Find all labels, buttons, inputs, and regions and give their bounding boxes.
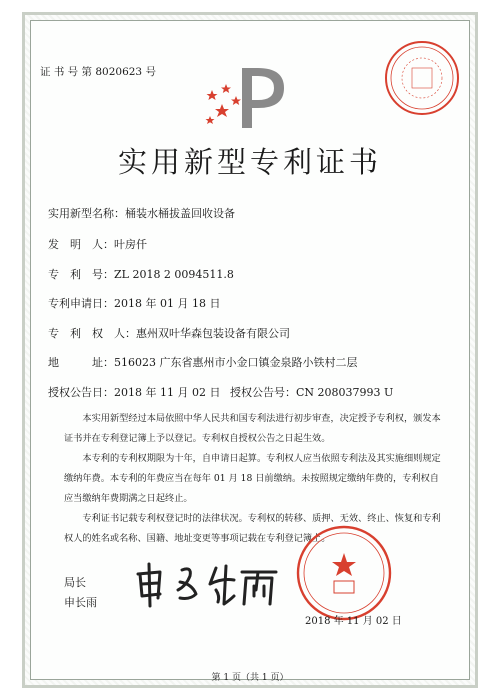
- patent-office-logo-icon: [200, 60, 300, 130]
- grant-number: 授权公告号：CN 208037993 U: [230, 386, 394, 399]
- certificate-number: 证 书 号 第 8020623 号: [40, 66, 156, 78]
- agency-round-stamp-icon: [382, 38, 462, 118]
- grant-date-value: 2018 年 11 月 02 日: [114, 386, 221, 399]
- field-patent-number: 专 利 号：ZL 2018 2 0094511.8: [48, 268, 234, 281]
- field-address: 地 址：516023 广东省惠州市小金口镇金泉路小铁村二层: [48, 356, 358, 369]
- director-signature-icon: [130, 560, 280, 610]
- field-application-date: 专利申请日：2018 年 01 月 18 日: [48, 297, 221, 310]
- field-grant: [48, 384, 458, 400]
- field-patentee: 专 利 权 人：惠州双叶华森包装设备有限公司: [48, 327, 290, 340]
- page-info: 第 1 页（共 1 页）: [211, 673, 289, 683]
- national-ip-office-seal-icon: [284, 523, 404, 623]
- director-title: 局长: [64, 576, 86, 589]
- field-utility-model-name: 实用新型名称：桶装水桶拔盖回收设备: [48, 207, 235, 220]
- seal-date: 2018 年 11 月 02 日: [305, 616, 402, 627]
- paragraph-term-and-fees: 本专利的专利权期限为十年，自申请日起算。专利权人应当依照专利法及其实施细则规定缴纳年费。本专利的年费应当在每年 01 月 18 日前缴纳。未按照规定缴纳年费的，专利权自应当缴纳年费期满之日起终止。: [64, 453, 441, 504]
- certificate-title: 实用新型专利证书: [117, 145, 382, 179]
- grant-date-label: 授权公告日：: [48, 386, 114, 399]
- field-inventor: 发 明 人：叶房仟: [48, 238, 147, 251]
- director-name: 申长雨: [64, 596, 97, 609]
- paragraph-legal-status: 专利证书记载专利权登记时的法律状况。专利权的转移、质押、无效、终止、恢复和专利权人的姓名或名称、国籍、地址变更等事项记载在专利登记簿上。: [64, 513, 441, 544]
- paragraph-grant-decision: 本实用新型经过本局依照中华人民共和国专利法进行初步审查，决定授予专利权，颁发本证书并在专利登记簿上予以登记。专利权自授权公告之日起生效。: [64, 413, 441, 444]
